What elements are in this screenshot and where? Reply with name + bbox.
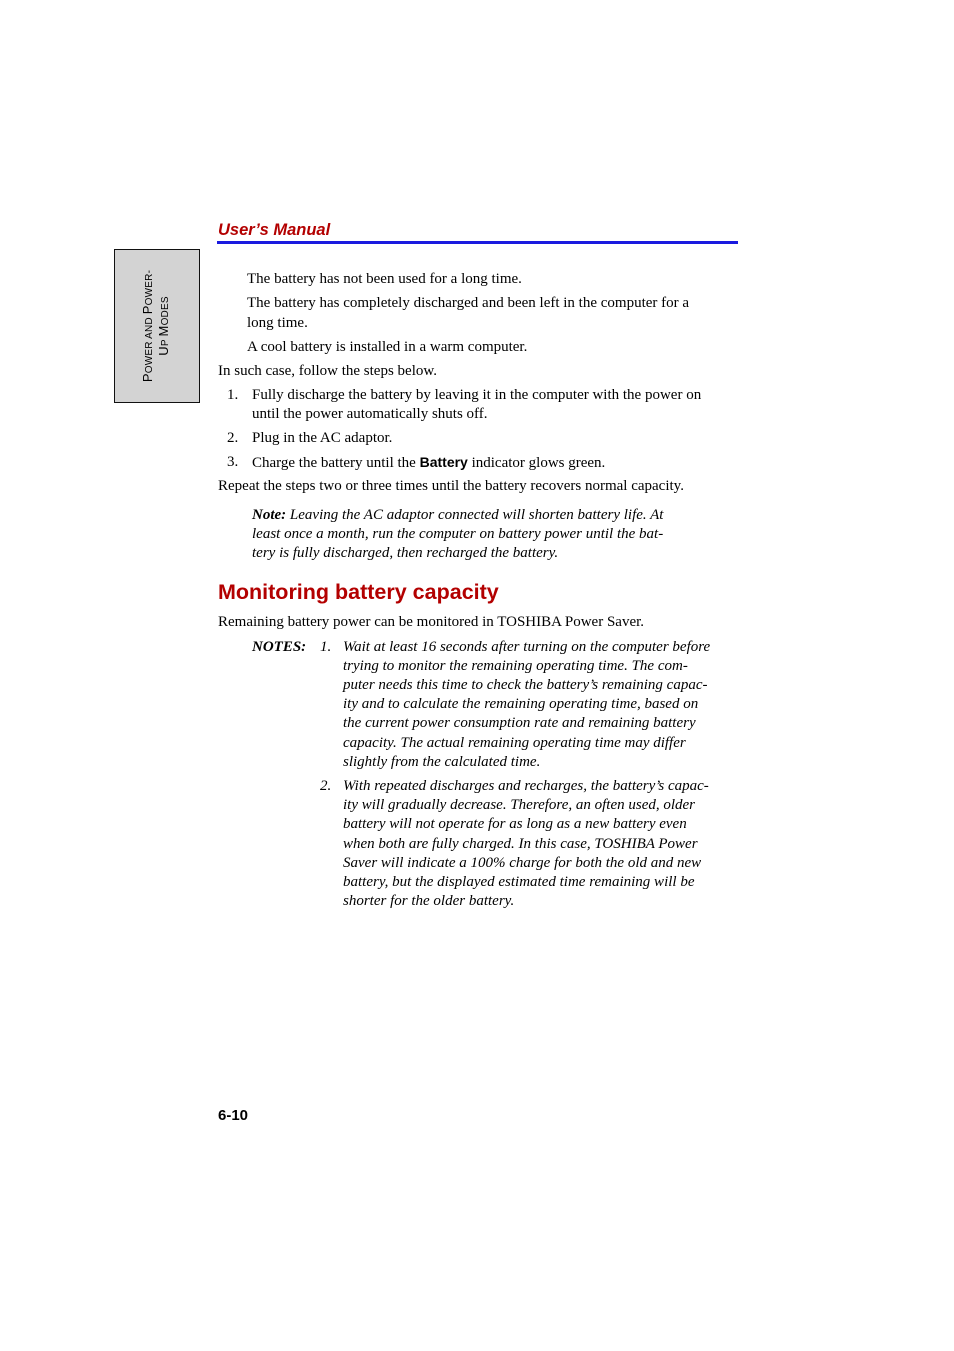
step-number: 3. [227,454,239,470]
notes-line: Wait at least 16 seconds after turning on the computer before [343,639,711,655]
side-tab-line-2: UP MODES [156,296,171,356]
notes-line: the current power consumption rate and remaining battery [343,715,696,731]
battery-indicator-label: Battery [419,454,468,470]
step-text: Plug in the AC adaptor. [252,430,393,446]
notes-line: when both are fully charged. In this case, TOSHIBA Power [343,836,698,852]
side-tab-line-1: POWER AND POWER- [140,269,155,383]
page-number: 6-10 [218,1107,249,1124]
note-label: Note: [252,507,287,523]
notes-line: ity will gradually decrease. Therefore, an often used, older [343,797,696,813]
notes-line: battery will not operate for as long as a new battery even [343,816,687,832]
note-line: tery is fully discharged, then recharged the battery. [252,545,559,561]
section-heading: Monitoring battery capacity [218,580,499,604]
section-intro: Remaining battery power can be monitored in TOSHIBA Power Saver. [218,614,645,630]
step-number: 2. [227,430,239,446]
step-text: Charge the battery until the Battery indicator glows green. [252,454,606,471]
repeat-instruction: Repeat the steps two or three times until the battery recovers normal capacity. [218,478,684,494]
header-rule [217,241,738,244]
notes-line: shorter for the older battery. [343,893,515,909]
notes-line: ity and to calculate the remaining operating time, based on [343,696,699,712]
notes-line: slightly from the calculated time. [343,754,541,770]
step-text-continuation: until the power automatically shuts off. [252,406,488,422]
chapter-side-tab [114,249,200,403]
notes-item-number: 1. [320,639,332,655]
notes-line: battery, but the displayed estimated time remaining will be [343,874,695,890]
notes-line: capacity. The actual remaining operating time may differ [343,735,686,751]
cause-item: The battery has completely discharged and been left in the computer for a [247,295,690,311]
running-header-title: User’s Manual [218,221,331,239]
cause-item-continuation: long time. [247,315,308,331]
notes-line: With repeated discharges and recharges, the battery’s capac- [343,778,709,794]
note-line: least once a month, run the computer on battery power until the bat- [252,526,664,542]
step-text: Fully discharge the battery by leaving it in the computer with the power on [252,387,702,403]
cause-item: A cool battery is installed in a warm computer. [247,339,528,355]
notes-line: Saver will indicate a 100% charge for both the old and new [343,855,702,871]
notes-item-number: 2. [320,778,332,794]
step-number: 1. [227,387,239,403]
notes-label: NOTES: [252,639,307,655]
steps-intro: In such case, follow the steps below. [218,363,437,379]
cause-item: The battery has not been used for a long time. [247,271,522,287]
notes-line: trying to monitor the remaining operating time. The com- [343,658,688,674]
note-line: Note: Leaving the AC adaptor connected will shorten battery life. At [252,507,664,523]
chapter-side-tab-label [141,270,173,382]
notes-line: puter needs this time to check the battery’s remaining capac- [343,677,708,693]
